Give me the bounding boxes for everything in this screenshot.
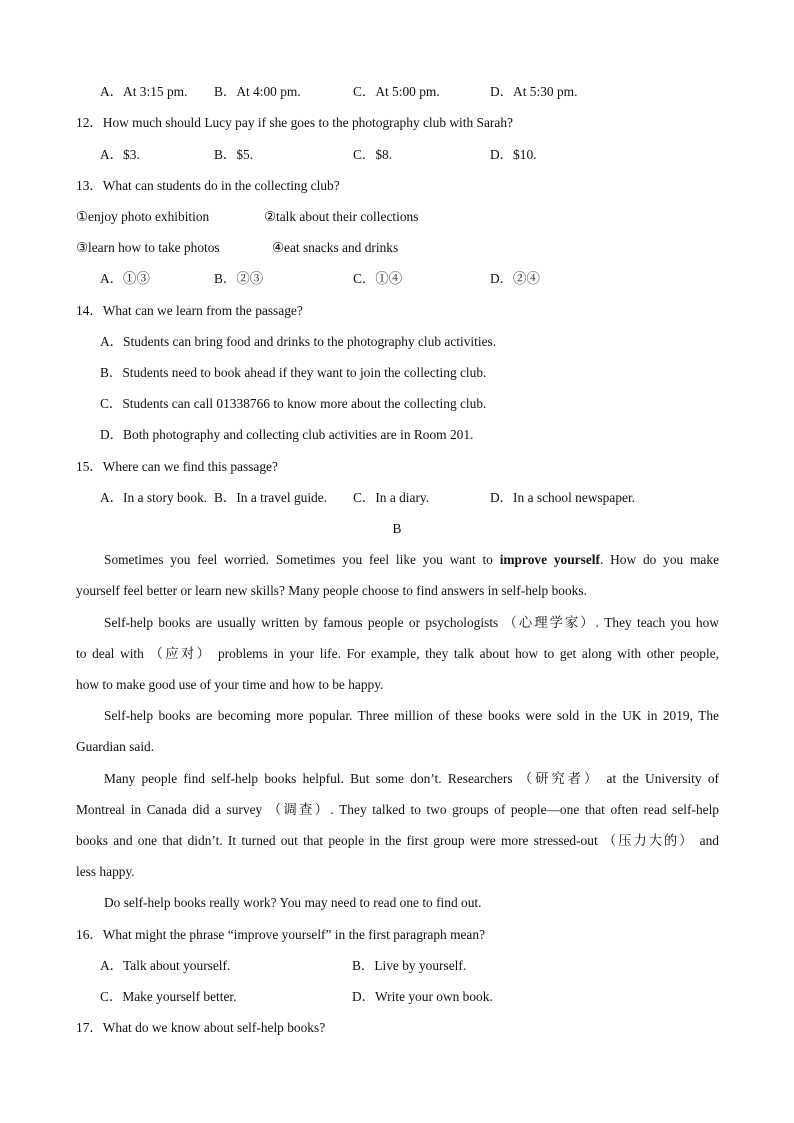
q12-option-b[interactable]: B．$5.	[214, 147, 254, 162]
q17-question: 17．What do we know about self-help books?	[76, 1020, 326, 1035]
q13-choice-2: ②talk about their collections	[264, 209, 419, 224]
q14-option-a[interactable]: A．Students can bring food and drinks to the photography club activities.	[100, 334, 497, 349]
q11-option-a[interactable]: A．At 3:15 pm.	[100, 84, 188, 99]
passage-p2-line3: how to make good use of your time and how to be happy.	[76, 677, 384, 692]
passage-p1-text: Sometimes you feel worried. Sometimes you feel like you want to	[104, 552, 500, 567]
passage-p3-line2: Guardian said.	[76, 739, 155, 754]
passage-p2-line2: to deal with （应对） problems in your life. For example, they talk about how to get along with other people,	[76, 646, 719, 661]
q14-option-d[interactable]: D．Both photography and collecting club activities are in Room 201.	[100, 427, 474, 442]
q14-question: 14．What can we learn from the passage?	[76, 303, 303, 318]
section-b-title: B	[392, 521, 402, 536]
passage-p4-line1: Many people find self-help books helpful. But some don’t. Researchers （研究者） at the University of	[104, 771, 719, 786]
passage-bold-phrase: improve yourself	[499, 552, 600, 567]
q11-option-b[interactable]: B．At 4:00 pm.	[214, 84, 301, 99]
q16-question: 16．What might the phrase “improve yourself” in the first paragraph mean?	[76, 927, 486, 942]
q13-choice-1: ①enjoy photo exhibition	[76, 209, 210, 224]
q15-option-c[interactable]: C．In a diary.	[353, 490, 430, 505]
q15-option-a[interactable]: A．In a story book.	[100, 490, 208, 505]
q16-option-b[interactable]: B．Live by yourself.	[352, 958, 467, 973]
passage-p2-line1: Self-help books are usually written by famous people or psychologists （心理学家）. They teach you how	[104, 615, 719, 630]
passage-p1-line1	[104, 552, 719, 568]
passage-p4-line2: Montreal in Canada did a survey （调查）. They talked to two groups of people—one that often read self-help	[76, 802, 719, 817]
q15-option-d[interactable]: D．In a school newspaper.	[490, 490, 636, 505]
q15-question: 15．Where can we find this passage?	[76, 459, 278, 474]
passage-p5: Do self-help books really work? You may need to read one to find out.	[104, 895, 482, 910]
q13-option-a[interactable]: A．①③	[100, 271, 150, 286]
q13-option-d[interactable]: D．②④	[490, 271, 540, 286]
passage-p1-line2: yourself feel better or learn new skills? Many people choose to find answers in self-help books.	[76, 583, 587, 598]
q11-option-c[interactable]: C．At 5:00 pm.	[353, 84, 440, 99]
q13-question: 13．What can students do in the collecting club?	[76, 178, 340, 193]
q11-option-d[interactable]: D．At 5:30 pm.	[490, 84, 578, 99]
q12-option-c[interactable]: C．$8.	[353, 147, 393, 162]
q14-option-c[interactable]: C．Students can call 01338766 to know more about the collecting club.	[100, 396, 487, 411]
q13-choice-4: ④eat snacks and drinks	[272, 240, 399, 255]
q13-option-b[interactable]: B．②③	[214, 271, 264, 286]
passage-p4-line3: books and one that didn’t. It turned out that people in the first group were more stressed-out （压力大的） and	[76, 833, 719, 848]
q16-option-d[interactable]: D．Write your own book.	[352, 989, 493, 1004]
q13-choice-3: ③learn how to take photos	[76, 240, 220, 255]
q16-option-c[interactable]: C．Make yourself better.	[100, 989, 237, 1004]
q12-option-a[interactable]: A．$3.	[100, 147, 140, 162]
q13-option-c[interactable]: C．①④	[353, 271, 403, 286]
passage-p1-text-end: . How do you make	[599, 552, 720, 567]
passage-p4-line4: less happy.	[76, 864, 135, 879]
q15-option-b[interactable]: B．In a travel guide.	[214, 490, 328, 505]
q12-option-d[interactable]: D．$10.	[490, 147, 537, 162]
q14-option-b[interactable]: B．Students need to book ahead if they want to join the collecting club.	[100, 365, 487, 380]
q16-option-a[interactable]: A．Talk about yourself.	[100, 958, 231, 973]
passage-p3-line1: Self-help books are becoming more popular. Three million of these books were sold in the UK in 2019, The	[104, 708, 719, 723]
q12-question: 12．How much should Lucy pay if she goes to the photography club with Sarah?	[76, 115, 513, 130]
